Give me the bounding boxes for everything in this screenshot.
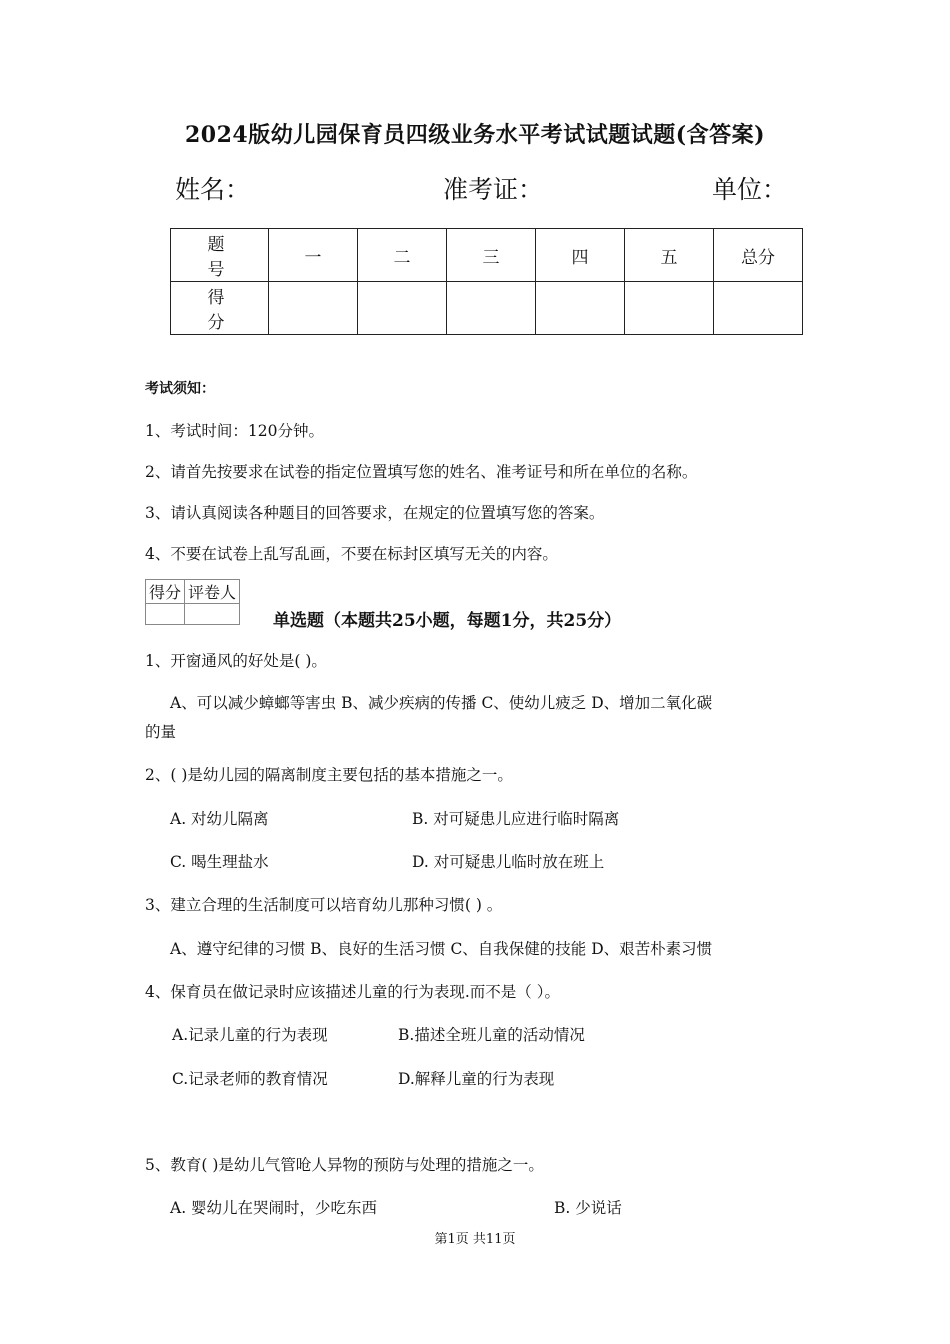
grader-reviewer-cell <box>185 604 240 625</box>
question-1-stem: 1、开窗通风的好处是( )。 <box>145 652 327 670</box>
score-label: 得 分 <box>171 282 269 335</box>
question-5-option-b: B. 少说话 <box>554 1199 622 1217</box>
name-label: 姓名： <box>175 175 251 204</box>
score-table-col-total: 总分 <box>714 229 803 282</box>
question-4-option-c: C.记录老师的教育情况 <box>172 1070 328 1088</box>
score-table-col-1: 一 <box>269 229 358 282</box>
question-2-option-b: B. 对可疑患儿应进行临时隔离 <box>412 810 620 828</box>
score-table-score-row <box>171 282 803 335</box>
score-cell <box>358 282 447 335</box>
score-table <box>170 228 803 335</box>
question-number-label: 题 号 <box>171 229 269 282</box>
notice-item-2: 2、请首先按要求在试卷的指定位置填写您的姓名、准考证号和所在单位的名称。 <box>145 463 698 481</box>
notice-item-4: 4、不要在试卷上乱写乱画，不要在标封区填写无关的内容。 <box>145 545 558 563</box>
question-2-option-d: D. 对可疑患儿临时放在班上 <box>412 853 605 871</box>
ticket-number-label: 准考证： <box>443 175 544 204</box>
grader-score-label: 得分 <box>146 580 185 604</box>
document-title: 2024版幼儿园保育员四级业务水平考试试题试题(含答案) <box>184 122 766 148</box>
grader-reviewer-label: 评卷人 <box>185 580 240 604</box>
question-2-stem: 2、( )是幼儿园的隔离制度主要包括的基本措施之一。 <box>145 766 513 784</box>
notice-heading: 考试须知： <box>145 381 215 397</box>
question-3-stem: 3、建立合理的生活制度可以培育幼儿那种习惯( ) 。 <box>145 896 503 914</box>
question-1-options-cont: 的量 <box>145 723 177 741</box>
score-table-header-row <box>171 229 803 282</box>
score-table-col-3: 三 <box>447 229 536 282</box>
score-table-col-2: 二 <box>358 229 447 282</box>
question-4-stem: 4、保育员在做记录时应该描述儿童的行为表现.而不是（ ）。 <box>145 983 560 1001</box>
question-4-option-b: B.描述全班儿童的活动情况 <box>398 1026 585 1044</box>
question-3-options: A、遵守纪律的习惯 B、良好的生活习惯 C、自我保健的技能 D、艰苦朴素习惯 <box>170 940 713 958</box>
score-cell <box>625 282 714 335</box>
score-cell <box>714 282 803 335</box>
page-footer: 第1页 共11页 <box>434 1232 516 1247</box>
notice-item-3: 3、请认真阅读各种题目的回答要求，在规定的位置填写您的答案。 <box>145 504 605 522</box>
notice-item-1: 1、考试时间：120分钟。 <box>145 422 324 440</box>
score-table-col-4: 四 <box>536 229 625 282</box>
question-4-option-d: D.解释儿童的行为表现 <box>398 1070 555 1088</box>
section-title: 单选题（本题共25小题，每题1分，共25分） <box>273 611 622 631</box>
question-1-options: A、可以减少蟑螂等害虫 B、减少疾病的传播 C、使幼儿疲乏 D、增加二氧化碳 <box>170 694 713 712</box>
question-2-option-a: A. 对幼儿隔离 <box>170 810 269 828</box>
score-cell <box>536 282 625 335</box>
grader-score-cell <box>146 604 185 625</box>
question-2-option-c: C. 喝生理盐水 <box>170 853 269 871</box>
grader-box <box>145 579 240 625</box>
score-cell <box>447 282 536 335</box>
unit-label: 单位： <box>712 175 788 204</box>
question-4-option-a: A.记录儿童的行为表现 <box>172 1026 328 1044</box>
question-5-option-a: A. 婴幼儿在哭闹时，少吃东西 <box>170 1199 378 1217</box>
score-cell <box>269 282 358 335</box>
score-table-col-5: 五 <box>625 229 714 282</box>
question-5-stem: 5、教育( )是幼儿气管呛人异物的预防与处理的措施之一。 <box>145 1156 544 1174</box>
